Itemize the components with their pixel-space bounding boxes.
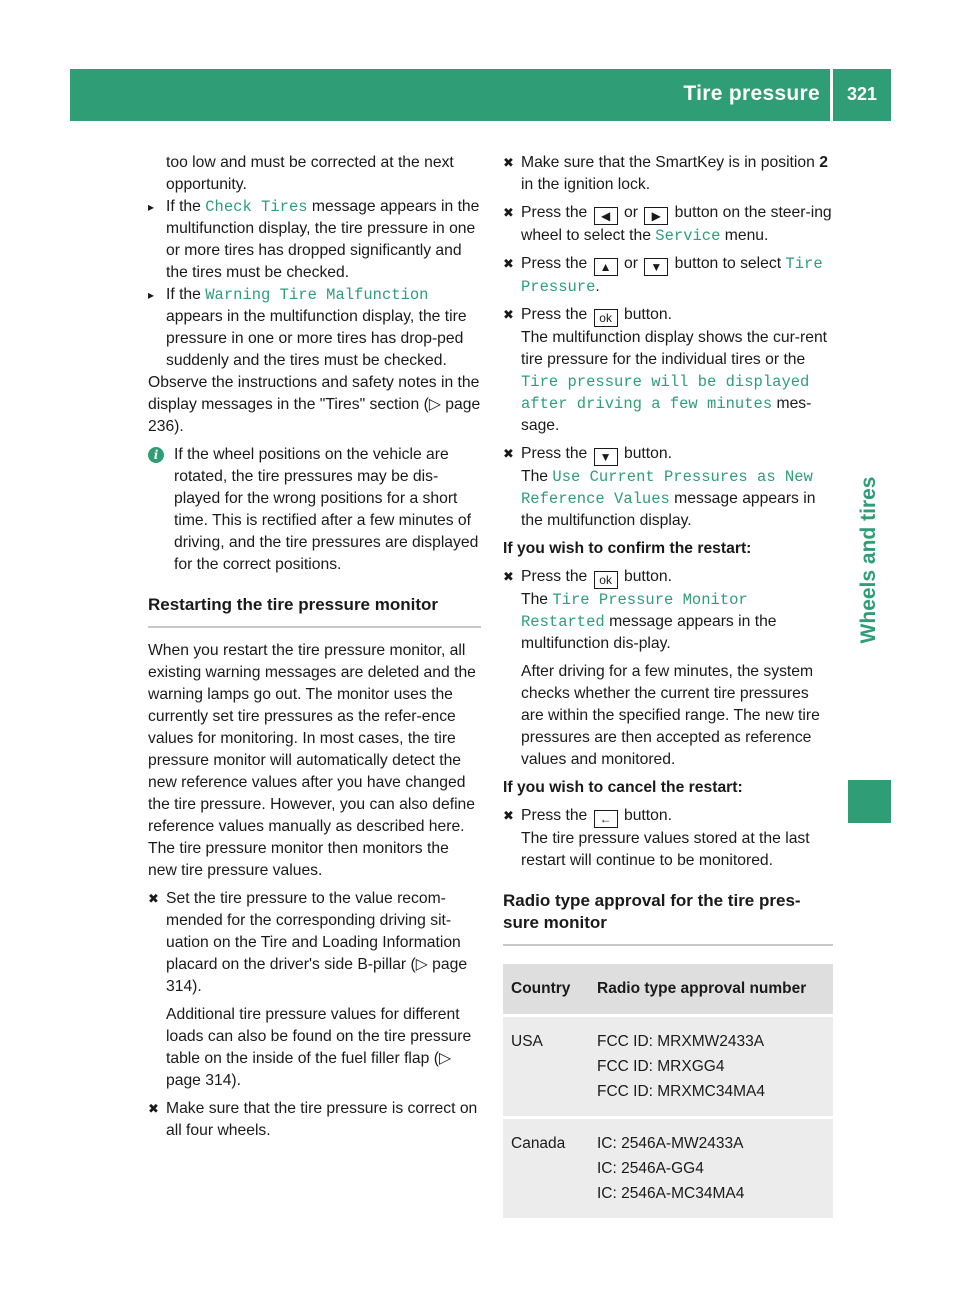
step-check-wheels: ✖ Make sure that the tire pressure is correct on all four wheels.: [148, 1098, 481, 1142]
table-row: [503, 1014, 833, 1116]
cancel-heading: If you wish to cancel the restart:: [503, 779, 743, 796]
step-note: The tire pressure values stored at the last restart will continue to be monitored.: [521, 830, 810, 869]
section-heading: Restarting the tire pressure monitor: [148, 594, 481, 628]
radio-approval-heading: Radio type approval for the tire pres-sure monitor: [503, 890, 833, 946]
info-icon: i: [148, 447, 164, 463]
approval-cell: FCC ID: MRXMW2433A FCC ID: MRXGG4 FCC ID: MRXMC34MA4: [589, 1014, 833, 1116]
step-set-pressure: ✖ Set the tire pressure to the value recom-mended for the corresponding driving sit-uation on the Tire and Loading Information placard on the driver's side B-pillar (▷ page 314).: [148, 888, 481, 998]
step-press-ok: ✖ Press the ok button.: [503, 304, 833, 327]
observe-paragraph: Observe the instructions and safety notes in the display messages in the "Tires" section (▷ page 236).: [148, 374, 481, 435]
step-cancel-back: ✖ Press the ← button.: [503, 805, 833, 828]
display-message-code: Warning Tire Malfunction: [205, 286, 429, 304]
left-arrow-key-icon: ◀: [594, 207, 618, 225]
bullet-check-tires: ▸ If the Check Tires message appears in the multifunction display, the tire pressure in one or more tires has dropped significantly and the tires must be checked.: [148, 196, 481, 284]
info-note: i If the wheel positions on the vehicle are rotated, the tire pressures may be dis-played for the wrong positions for a short time. This is rectified after a few minutes of driving, and the tire pressures are displayed for the correct positions.: [148, 444, 481, 576]
step-select-tire-pressure: ✖ Press the ▲ or ▼ button to select Tire Pressure.: [503, 253, 833, 298]
step-note: Additional tire pressure values for different loads can also be found on the tire pressure table on the inside of the fuel filler flap (▷ page 314).: [166, 1006, 472, 1089]
display-message-code: Check Tires: [205, 198, 308, 216]
radio-approval-table: [503, 964, 833, 1218]
table-header-approval: Radio type approval number: [589, 964, 833, 1014]
down-key-icon: ▼: [644, 258, 668, 276]
step-note: The multifunction display shows the cur-rent tire pressure for the individual tires or the Tire pressure will be displayed after driving a few minutes mes-sage.: [521, 329, 828, 434]
left-column: [148, 152, 481, 1142]
step-select-service: ✖ Press the ◀ or ▶ button on the steer-ing wheel to select the Service menu.: [503, 202, 833, 247]
section-title: Tire pressure: [683, 82, 820, 105]
up-key-icon: ▲: [594, 258, 618, 276]
chapter-tab-marker: [848, 780, 891, 823]
step-note: The Tire Pressure Monitor Restarted message appears in the multifunction dis-play.: [521, 591, 777, 652]
step-note: The Use Current Pressures as New Reference Values message appears in the multifunction display.: [521, 468, 816, 529]
approval-cell: IC: 2546A-MW2433A IC: 2546A-GG4 IC: 2546A-MC34MA4: [589, 1116, 833, 1218]
country-cell: Canada: [503, 1116, 589, 1218]
step-press-down: ✖ Press the ▼ button.: [503, 443, 833, 466]
continued-paragraph: too low and must be corrected at the next opportunity.: [166, 154, 454, 193]
back-key-icon: ←: [594, 810, 618, 828]
ok-key-icon: ok: [594, 571, 618, 589]
page-number: 321: [846, 84, 878, 104]
step-note: After driving for a few minutes, the system checks whether the current tire pressures are within the specified range. The new tire pressures are then accepted as reference values and monitored.: [521, 663, 820, 768]
step-smartkey: ✖ Make sure that the SmartKey is in position 2 in the ignition lock.: [503, 152, 833, 196]
bullet-warning-malfunction: ▸ If the Warning Tire Malfunction appears in the multifunction display, the tire pressure in one or more tires has drop-ped suddenly and the tires must be checked.: [148, 284, 481, 372]
confirm-heading: If you wish to confirm the restart:: [503, 540, 752, 557]
table-row: [503, 1116, 833, 1218]
right-arrow-key-icon: ▶: [644, 207, 668, 225]
country-cell: USA: [503, 1014, 589, 1116]
ok-key-icon: ok: [594, 309, 618, 327]
intro-paragraph: When you restart the tire pressure monitor, all existing warning messages are deleted and the warning lamps go out. The monitor uses the currently set tire pressures as the refer-ence values for monitoring. In most cases, the tire pressure monitor will automatically detect the new reference values after you have changed the tire pressure. However, you can also define reference values manually as described here. The tire pressure monitor then monitors the new tire pressure values.: [148, 642, 476, 879]
step-confirm-ok: ✖ Press the ok button.: [503, 566, 833, 589]
table-header-country: Country: [503, 964, 589, 1014]
chapter-tab-label: Wheels and tires: [857, 476, 880, 644]
down-key-icon: ▼: [594, 448, 618, 466]
right-column: [503, 152, 833, 1218]
